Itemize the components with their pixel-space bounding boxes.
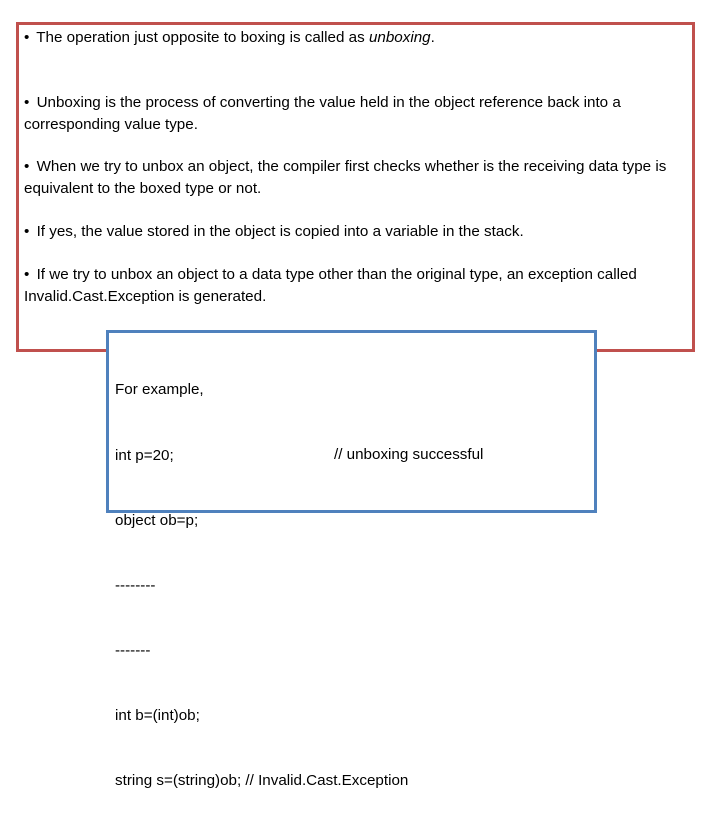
bullet-mark: • xyxy=(24,158,30,175)
code-line: int p=20; xyxy=(115,446,174,464)
code-line: -------- xyxy=(115,576,156,594)
bullet-mark: • xyxy=(24,94,30,111)
bullet-text-end: . xyxy=(430,29,435,46)
bullet-text: The operation just opposite to boxing is called as xyxy=(36,29,369,46)
code-line: For example, xyxy=(115,381,204,399)
code-line: object ob=p; xyxy=(115,511,199,529)
bullet-text: Unboxing is the process of converting the value held in the object reference back into a corresponding value type. xyxy=(24,94,621,133)
bullet-item-3 xyxy=(24,156,684,200)
bullet-text: If we try to unbox an object to a data type other than the original type, an exception called Invalid.Cast.Exception is generated. xyxy=(24,266,637,305)
bullet-item-5 xyxy=(24,264,684,308)
bullet-text: If yes, the value stored in the object is copied into a variable in the stack. xyxy=(36,223,524,240)
bullet-item-2 xyxy=(24,92,684,136)
code-line: ------- xyxy=(115,641,151,659)
code-example xyxy=(115,336,408,835)
code-line: string s=(string)ob; // Invalid.Cast.Exception xyxy=(115,771,409,789)
bullet-item-1 xyxy=(24,27,684,49)
bullet-item-4 xyxy=(24,221,684,243)
bullet-emphasis: unboxing xyxy=(368,29,431,46)
bullet-mark: • xyxy=(24,223,30,240)
bullet-mark: • xyxy=(24,266,30,283)
bullet-mark: • xyxy=(24,29,30,46)
bullet-text: When we try to unbox an object, the compiler first checks whether is the receiving data type is equivalent to the boxed type or not. xyxy=(24,158,667,197)
code-comment-success: // unboxing successful xyxy=(334,446,484,463)
code-line: int b=(int)ob; xyxy=(115,706,200,724)
